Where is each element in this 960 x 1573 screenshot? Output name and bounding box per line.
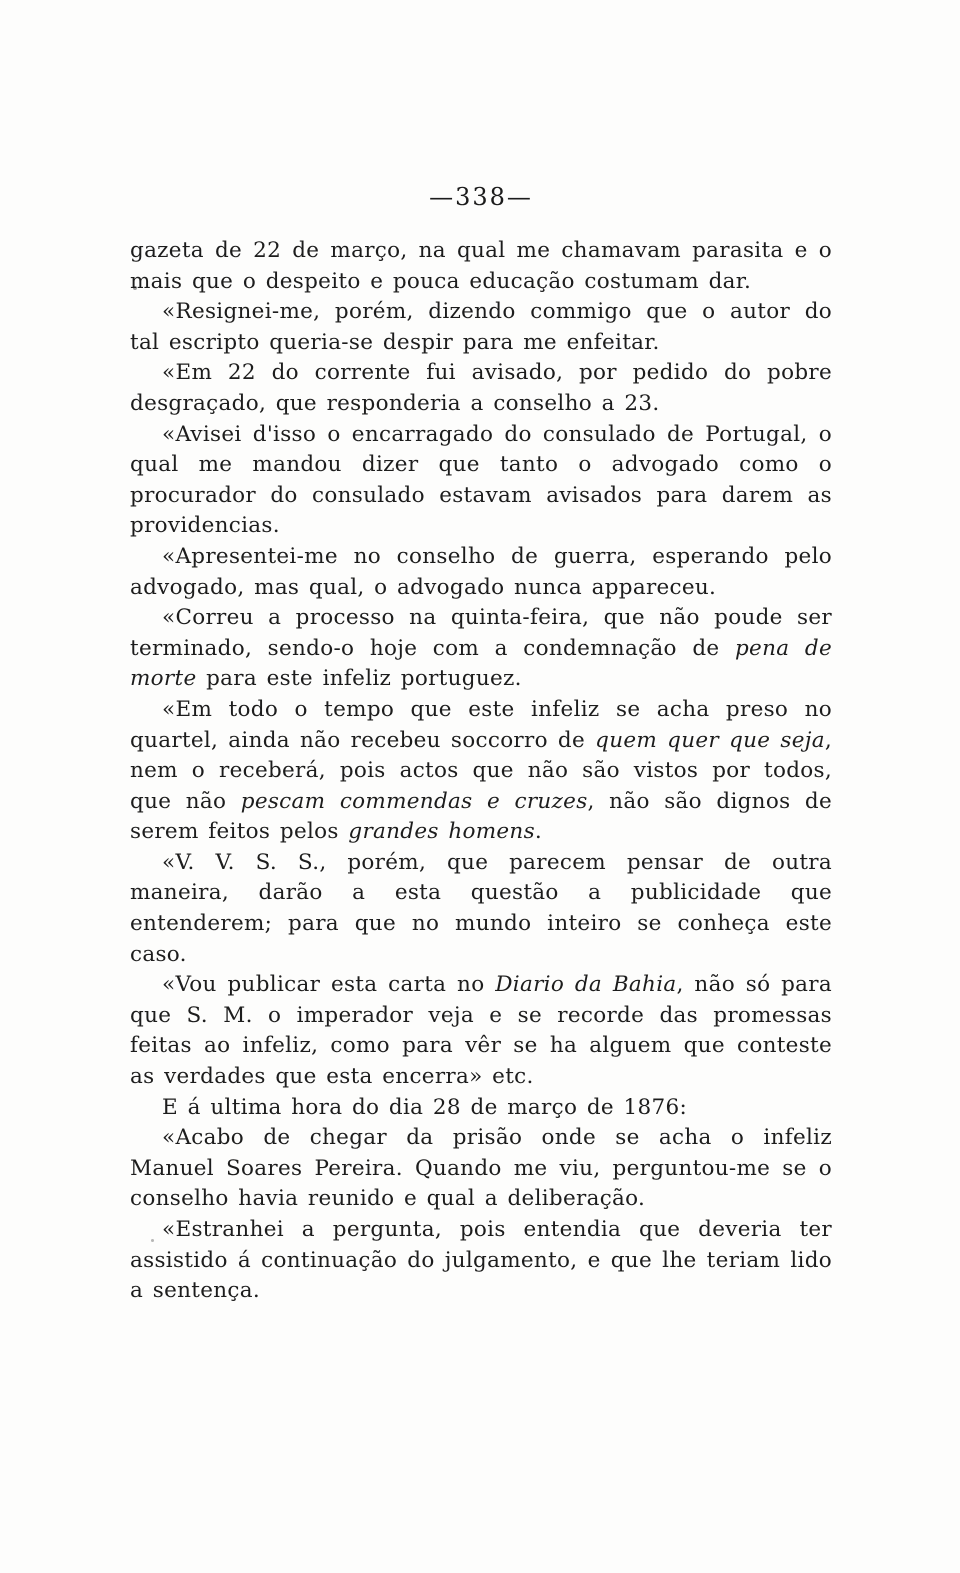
- paragraph-text: E á ultima hora do dia 28 de março de 1876:: [162, 1094, 688, 1120]
- paragraph-text: gazeta de 22 de março, na qual me chamavam parasita e o mais que o despeito e pouca educação costumam dar.: [130, 238, 832, 294]
- paragraph-text: .: [534, 819, 543, 845]
- italic-phrase: quem quer que seja: [595, 727, 825, 753]
- paragraph-text: , não são dignos de serem feitos pelos: [130, 788, 832, 845]
- paragraph-text: , não só para que S. M. o imperador veja e se recorde das promessas feitas ao infeliz, como para vêr se ha alguem que conteste as verdades que esta encerra» etc.: [130, 972, 832, 1090]
- paragraph: [130, 695, 832, 848]
- paragraph: [130, 236, 832, 297]
- paragraph: [130, 970, 832, 1092]
- paragraph: [130, 420, 832, 542]
- paragraph: [130, 1123, 832, 1215]
- paragraph: [130, 297, 832, 358]
- paragraph-text: «Em todo o tempo que este infeliz se acha preso no quartel, ainda não recebeu soccorro de: [130, 696, 832, 753]
- page-text: [130, 236, 832, 1307]
- paragraph: [130, 542, 832, 603]
- paragraph-text: «V. V. S. S., porém, que parecem pensar de outra maneira, darão a esta questão a publicidade que entenderem; para que no mundo inteiro se conheça este caso.: [130, 849, 832, 967]
- paragraph: [130, 603, 832, 695]
- paragraph-text: «Avisei d'isso o encarragado do consulado de Portugal, o qual me mandou dizer que tanto o advogado como o procurador do consulado estavam avisados para darem as providencias.: [130, 421, 832, 539]
- paragraph-text: «Apresentei-me no conselho de guerra, esperando pelo advogado, mas qual, o advogado nunca appareceu.: [130, 543, 832, 600]
- paragraph: [130, 358, 832, 419]
- italic-phrase: pescam commendas e cruzes: [240, 788, 588, 814]
- paragraph-text: «Em 22 do corrente fui avisado, por pedido do pobre desgraçado, que responderia a conselho a 23.: [130, 360, 832, 416]
- paragraph-text: «Acabo de chegar da prisão onde se acha o infeliz Manuel Soares Pereira. Quando me viu, perguntou-me se o conselho havia reunido e qual a deliberação.: [130, 1125, 832, 1212]
- paragraph-text: «Correu a processo na quinta-feira, que não poude ser terminado, sendo-o hoje com a condemnação de: [130, 605, 832, 661]
- paragraph: [130, 1093, 832, 1124]
- paragraph-text: «Resignei-me, porém, dizendo commigo que o autor do tal escripto queria-se despir para me enfeitar.: [130, 299, 832, 355]
- paragraph-text: «Estranhei a pergunta, pois entendia que deveria ter assistido á continuação do julgamento, e que lhe teriam lido a sentença.: [130, 1217, 832, 1304]
- italic-phrase: grandes homens: [348, 819, 535, 845]
- paragraph-text: , nem o receberá, pois actos que não são vistos por todos, que não: [130, 727, 833, 814]
- italic-phrase: Diario da Bahia: [495, 972, 677, 998]
- paragraph: [130, 1215, 832, 1307]
- italic-phrase: pena de morte: [130, 635, 832, 692]
- page-number: —338—: [429, 183, 533, 211]
- paragraph-text: para este infeliz portuguez.: [196, 666, 522, 692]
- paragraph-text: «Vou publicar esta carta no: [162, 972, 496, 998]
- paragraph: [130, 848, 832, 970]
